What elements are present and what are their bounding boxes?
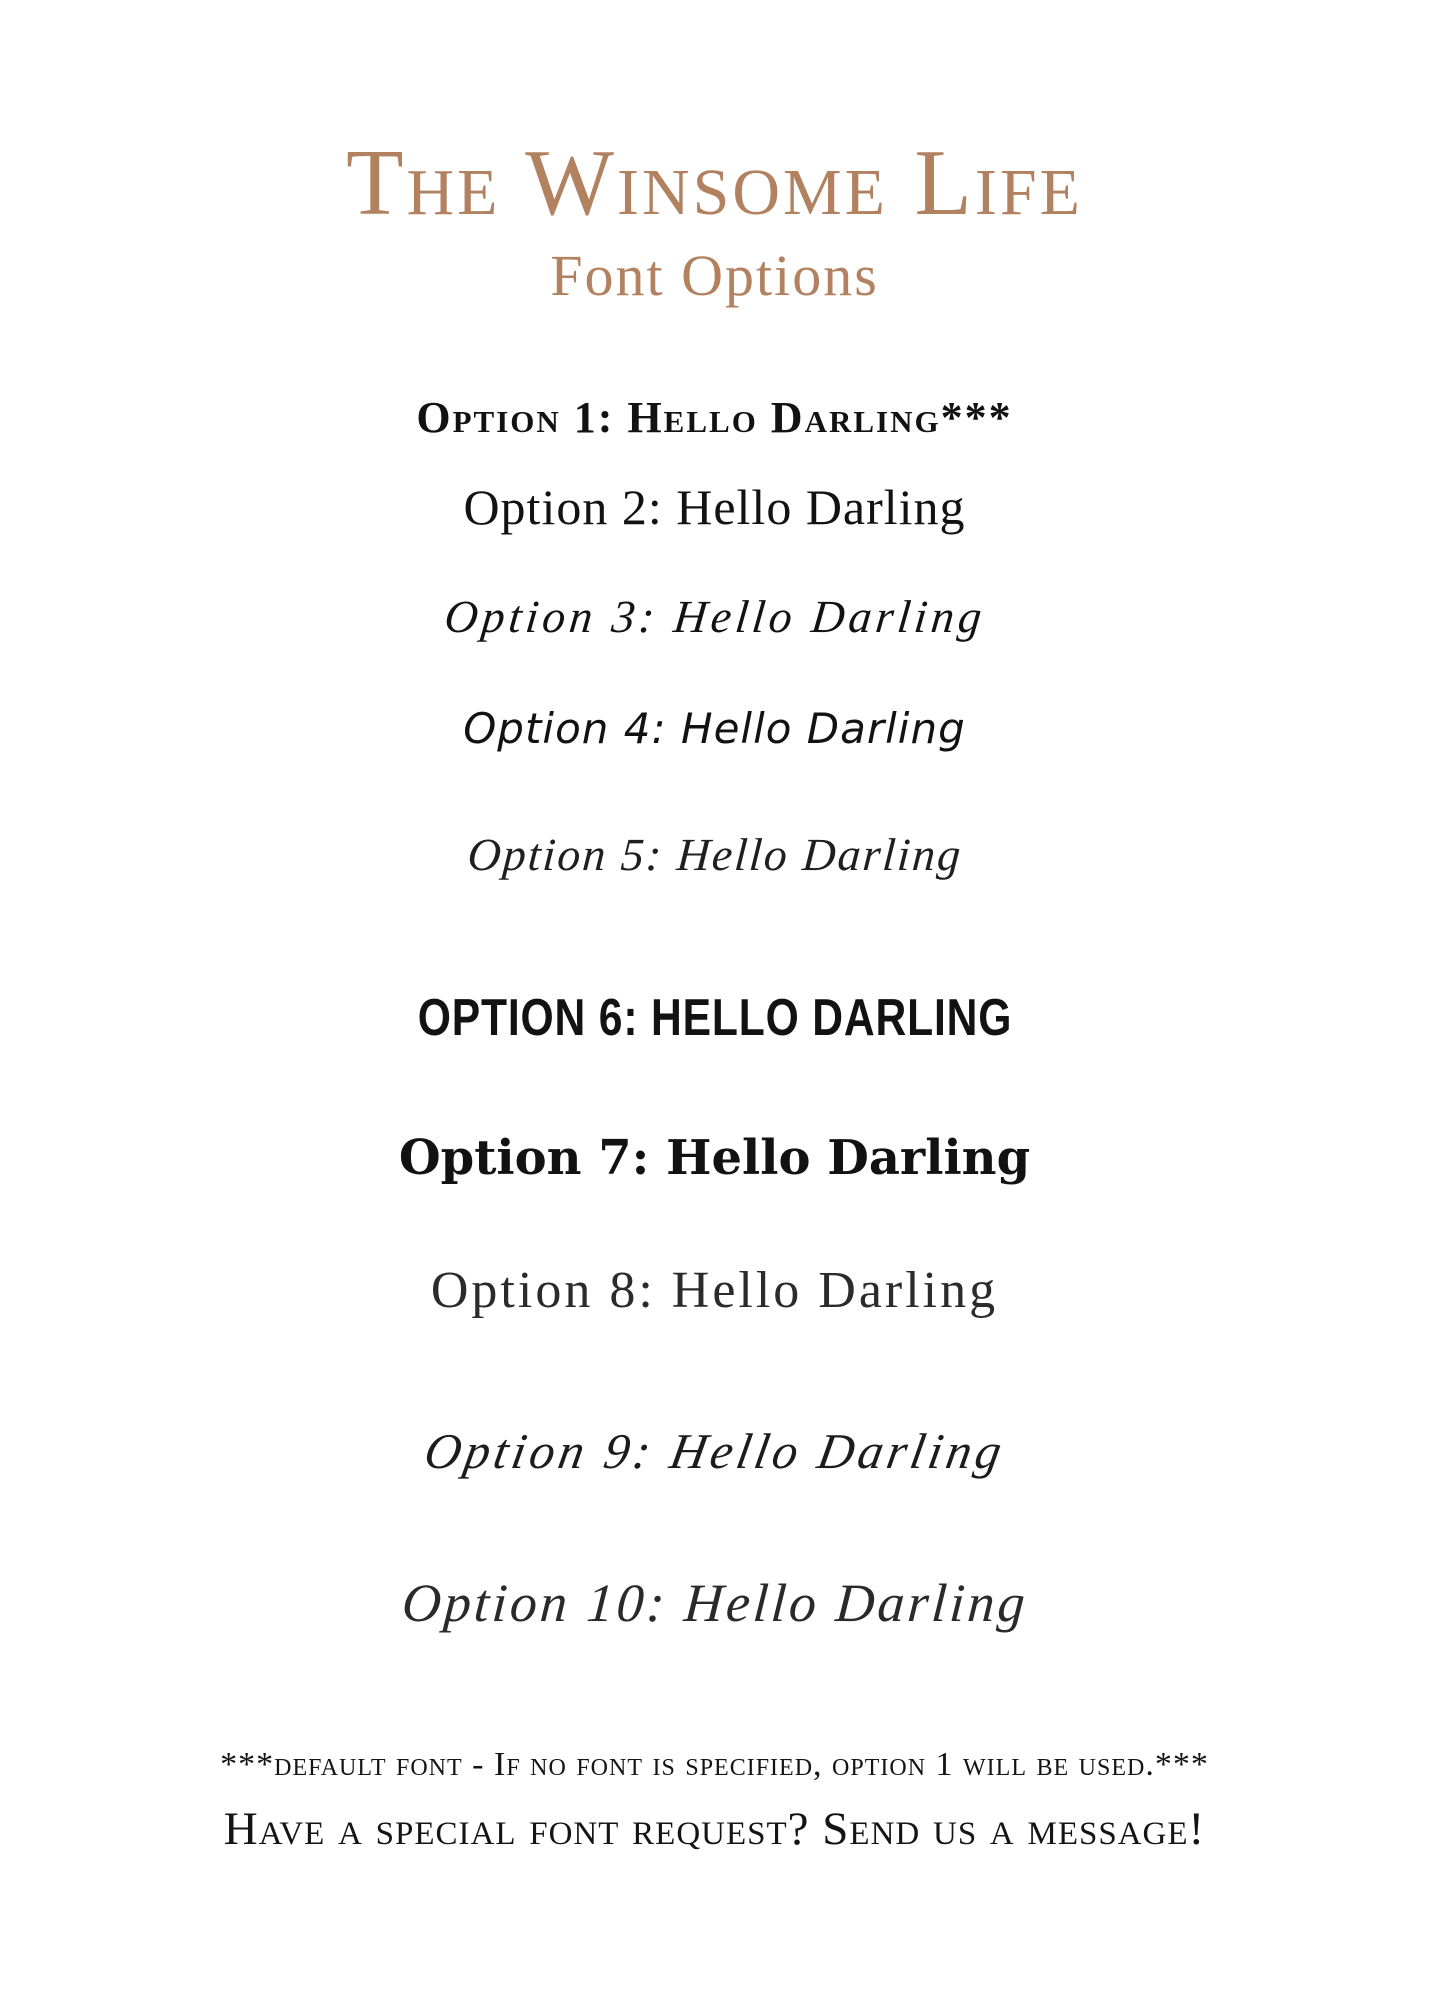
page-subtitle: Font Options (550, 243, 879, 308)
font-option-8: Option 8: Hello Darling (430, 1262, 999, 1319)
font-option-1: Option 1: Hello Darling*** (416, 393, 1013, 442)
font-option-10: Option 10: Hello Darling (399, 1573, 1030, 1633)
font-option-3: Option 3: Hello Darling (441, 591, 988, 642)
font-request-message: Have a special font request? Send us a message! (223, 1803, 1206, 1855)
font-option-9: Option 9: Hello Darling (419, 1423, 1010, 1479)
font-option-4: Option 4: Hello Darling (463, 704, 966, 753)
font-option-2: Option 2: Hello Darling (463, 479, 966, 535)
font-option-5: Option 5: Hello Darling (465, 829, 964, 880)
default-font-note: ***default font - If no font is specified, option 1 will be used.*** (220, 1746, 1209, 1783)
page-title: The Winsome Life (346, 131, 1083, 235)
font-option-6: OPTION 6: HELLO DARLING (417, 989, 1012, 1047)
font-option-7: Option 7: Hello Darling (398, 1130, 1031, 1186)
